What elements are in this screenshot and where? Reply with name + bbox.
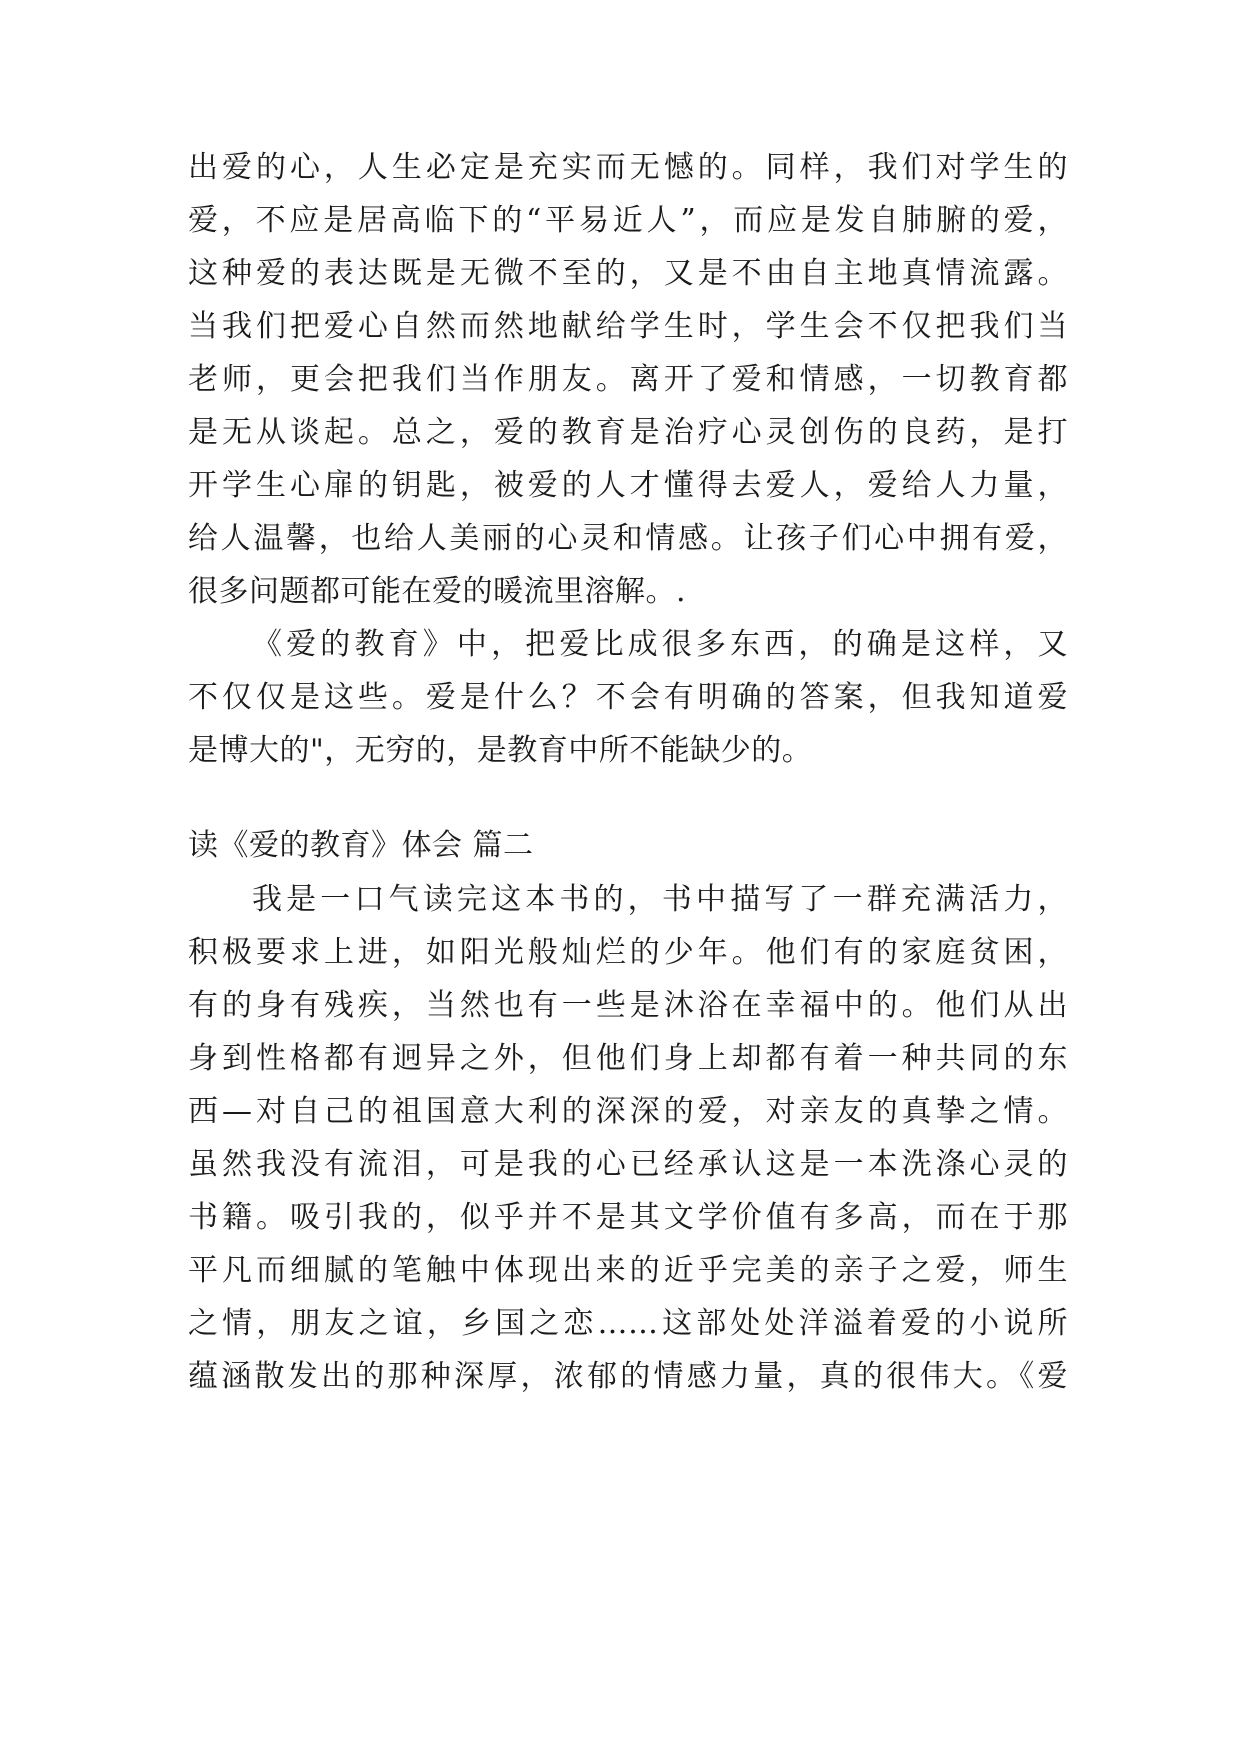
paragraph-1-line-9: 很多问题都可能在爱的暖流里溶解。. bbox=[188, 574, 687, 609]
paragraph-3-line-1: 我是一口气读完这本书的，书中描写了一群充满活力， bbox=[252, 882, 1068, 917]
paragraph-3-line-7: 书籍。吸引我的，似乎并不是其文学价值有多高，而在于那 bbox=[188, 1200, 1068, 1235]
paragraph-3-line-2: 积极要求上进，如阳光般灿烂的少年。他们有的家庭贫困， bbox=[188, 935, 1068, 970]
paragraph-3-line-6: 虽然我没有流泪，可是我的心已经承认这是一本洗涤心灵的 bbox=[188, 1147, 1068, 1182]
paragraph-3-line-5: 西—对自己的祖国意大利的深深的爱，对亲友的真挚之情。 bbox=[188, 1094, 1068, 1129]
paragraph-1-line-2: 爱，不应是居高临下的“平易近人”，而应是发自肺腑的爱， bbox=[188, 203, 1068, 238]
paragraph-1-line-8: 给人温馨，也给人美丽的心灵和情感。让孩子们心中拥有爱， bbox=[188, 521, 1068, 556]
paragraph-3-line-9: 之情，朋友之谊，乡国之恋……这部处处洋溢着爱的小说所 bbox=[188, 1306, 1068, 1341]
section-heading: 读《爱的教育》体会 篇二 bbox=[188, 828, 534, 863]
paragraph-3-line-3: 有的身有残疾，当然也有一些是沐浴在幸福中的。他们从出 bbox=[188, 988, 1068, 1023]
paragraph-2-line-3: 是博大的"，无穷的，是教育中所不能缺少的。 bbox=[188, 733, 813, 768]
paragraph-2-line-2: 不仅仅是这些。爱是什么？不会有明确的答案，但我知道爱 bbox=[188, 680, 1068, 715]
paragraph-1-line-6: 是无从谈起。总之，爱的教育是治疗心灵创伤的良药，是打 bbox=[188, 415, 1068, 450]
paragraph-3-line-10: 蕴涵散发出的那种深厚，浓郁的情感力量，真的很伟大。《爱 bbox=[188, 1359, 1068, 1394]
paragraph-1-line-4: 当我们把爱心自然而然地献给学生时，学生会不仅把我们当 bbox=[188, 309, 1068, 344]
paragraph-1-line-7: 开学生心扉的钥匙，被爱的人才懂得去爱人，爱给人力量， bbox=[188, 468, 1068, 503]
paragraph-1-line-5: 老师，更会把我们当作朋友。离开了爱和情感，一切教育都 bbox=[188, 362, 1068, 397]
paragraph-3-line-8: 平凡而细腻的笔触中体现出来的近乎完美的亲子之爱，师生 bbox=[188, 1253, 1068, 1288]
paragraph-1-line-1: 出爱的心，人生必定是充实而无憾的。同样，我们对学生的 bbox=[188, 150, 1068, 185]
paragraph-1-line-3: 这种爱的表达既是无微不至的，又是不由自主地真情流露。 bbox=[188, 256, 1068, 291]
paragraph-3-line-4: 身到性格都有迥异之外，但他们身上却都有着一种共同的东 bbox=[188, 1041, 1068, 1076]
paragraph-2-line-1: 《爱的教育》中，把爱比成很多东西，的确是这样，又 bbox=[252, 627, 1068, 662]
